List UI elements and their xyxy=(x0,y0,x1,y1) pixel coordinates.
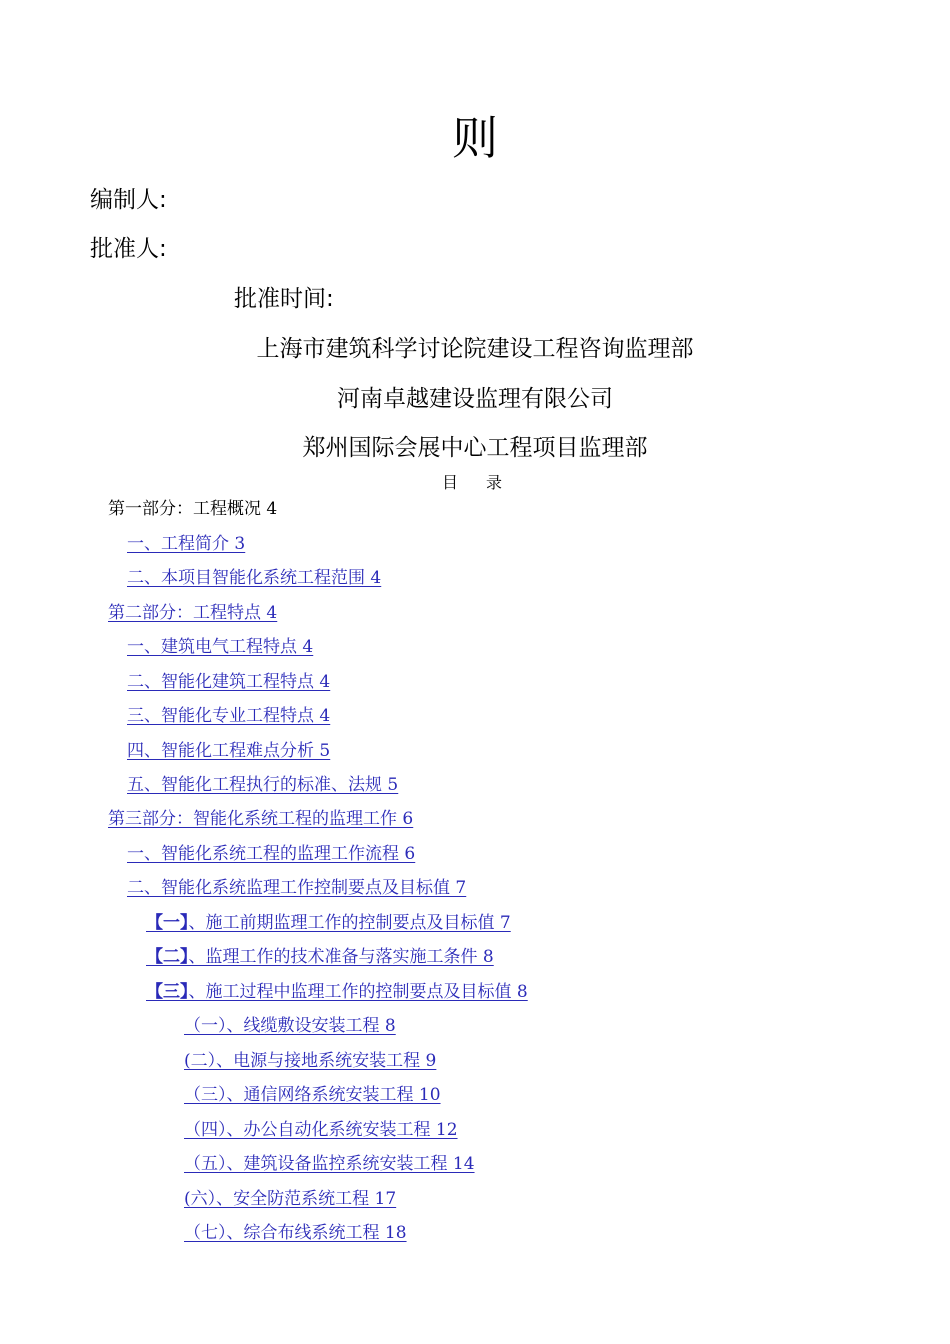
toc-link-text[interactable]: （一）、线缆敷设安装工程 8 xyxy=(184,1016,396,1036)
toc-bracket-label[interactable]: 【三】 xyxy=(146,982,189,1002)
toc-entry-part-1 xyxy=(108,497,277,521)
toc-link-text[interactable]: 一、工程简介 3 xyxy=(127,534,246,554)
toc-entry[interactable] xyxy=(127,704,330,728)
toc-link-text[interactable]: （三）、通信网络系统安装工程 10 xyxy=(184,1085,441,1105)
approval-time-label: 批准时间: xyxy=(234,286,334,312)
org-line-2: 河南卓越建设监理有限公司 xyxy=(337,386,613,412)
toc-entry[interactable] xyxy=(184,1118,458,1142)
toc-link-text[interactable]: 二、智能化系统监理工作控制要点及目标值 7 xyxy=(127,878,467,898)
org-line-3: 郑州国际会展中心工程项目监理部 xyxy=(302,435,648,461)
toc-link-text[interactable]: 五、智能化工程执行的标准、法规 5 xyxy=(127,775,399,795)
toc-link-text[interactable]: 第二部分：工程特点 4 xyxy=(108,603,278,623)
toc-link-text[interactable]: （四）、办公自动化系统安装工程 12 xyxy=(184,1120,458,1140)
toc-entry[interactable] xyxy=(184,1152,475,1176)
toc-link-text[interactable]: 、施工过程中监理工作的控制要点及目标值 8 xyxy=(188,982,528,1002)
toc-entry-part-3[interactable] xyxy=(108,807,413,831)
toc-entry[interactable] xyxy=(184,1221,407,1245)
toc-entry[interactable] xyxy=(146,945,494,969)
toc-bracket-label[interactable]: 【一】 xyxy=(146,913,189,933)
toc-link-text[interactable]: 第三部分：智能化系统工程的监理工作 6 xyxy=(108,809,414,829)
toc-entry[interactable] xyxy=(127,635,313,659)
toc-entry[interactable] xyxy=(146,980,528,1004)
toc-link-text[interactable]: 、监理工作的技术准备与落实施工条件 8 xyxy=(188,947,494,967)
compiler-label: 编制人: xyxy=(90,187,167,213)
toc-entry[interactable] xyxy=(127,670,330,694)
toc-entry[interactable] xyxy=(184,1049,436,1073)
toc-link-text[interactable]: 一、建筑电气工程特点 4 xyxy=(127,637,314,657)
toc-bracket-label[interactable]: 【二】 xyxy=(146,947,189,967)
toc-entry[interactable] xyxy=(127,739,330,763)
toc-link-text[interactable]: (六）、安全防范系统工程 17 xyxy=(184,1189,397,1209)
org-line-1: 上海市建筑科学讨论院建设工程咨询监理部 xyxy=(256,336,694,362)
toc-title xyxy=(0,472,950,494)
toc-entry-part-2[interactable] xyxy=(108,601,277,625)
toc-entry[interactable] xyxy=(127,532,245,556)
toc-link-text[interactable]: 三、智能化专业工程特点 4 xyxy=(127,706,331,726)
toc-entry[interactable] xyxy=(184,1014,396,1038)
toc-link-text[interactable]: 四、智能化工程难点分析 5 xyxy=(127,741,331,761)
toc-entry[interactable] xyxy=(127,842,415,866)
toc-title-part-a: 目 xyxy=(441,473,464,492)
toc-entry-text: 第一部分：工程概况 4 xyxy=(108,499,278,519)
toc-entry[interactable] xyxy=(127,773,398,797)
toc-link-text[interactable]: （五）、建筑设备监控系统安装工程 14 xyxy=(184,1154,475,1174)
toc-title-part-b: 录 xyxy=(486,473,509,492)
toc-link-text[interactable]: 二、本项目智能化系统工程范围 4 xyxy=(127,568,382,588)
toc-entry[interactable] xyxy=(146,911,511,935)
toc-link-text[interactable]: 一、智能化系统工程的监理工作流程 6 xyxy=(127,844,416,864)
toc-entry[interactable] xyxy=(127,876,466,900)
toc-link-text[interactable]: 二、智能化建筑工程特点 4 xyxy=(127,672,331,692)
toc-entry[interactable] xyxy=(184,1187,396,1211)
toc-entry[interactable] xyxy=(127,566,381,590)
toc-link-text[interactable]: 、施工前期监理工作的控制要点及目标值 7 xyxy=(188,913,511,933)
big-character-heading: 则 xyxy=(452,111,498,165)
toc-entry[interactable] xyxy=(184,1083,441,1107)
toc-link-text[interactable]: （七）、综合布线系统工程 18 xyxy=(184,1223,407,1243)
approver-label: 批准人: xyxy=(90,236,167,262)
toc-link-text[interactable]: (二）、电源与接地系统安装工程 9 xyxy=(184,1051,437,1071)
